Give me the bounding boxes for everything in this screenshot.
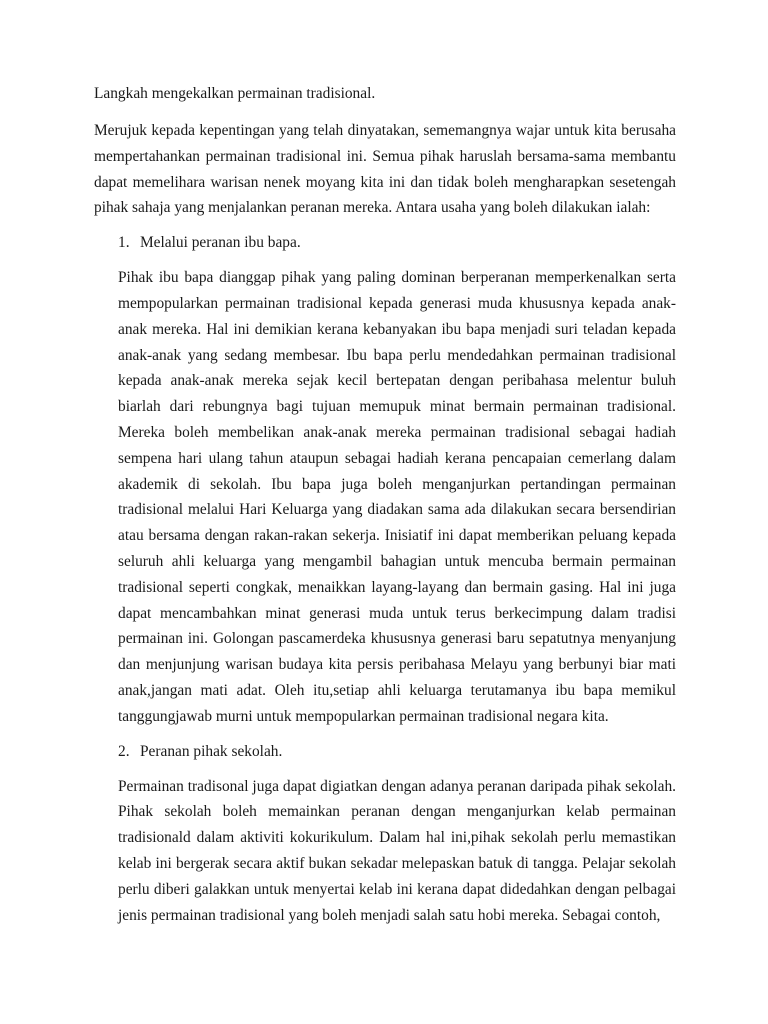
document-title: Langkah mengekalkan permainan tradisional. [94,85,376,102]
section-title-1: Melalui peranan ibu bapa. [140,234,301,252]
section-body-2: Permainan tradisonal juga dapat digiatkan dengan adanya peranan daripada pihak sekolah. Pihak sekolah boleh memainkan peranan dengan menganjurkan kelab permainan tradisionald dalam aktiviti kokurikulum. Dalam hal ini,pihak sekolah perlu memastikan kelab ini bergerak secara aktif bukan sekadar melepaskan batuk di tangga. Pelajar sekolah perlu diberi galakkan untuk menyertai kelab ini kerana dapat didedahkan dengan pelbagai jenis permainan tradisional yang boleh menjadi salah satu hobi mereka. Sebagai contoh, [118,777,676,924]
section-body-1: Pihak ibu bapa dianggap pihak yang paling dominan berperanan memperkenalkan serta mempopularkan permainan tradisional kepada generasi muda khususnya kepada anak-anak mereka. Hal ini demikian kerana kebanyakan ibu bapa menjadi suri teladan kepada anak-anak yang sedang membesar. Ibu bapa perlu mendedahkan permainan tradisional kepada anak-anak mereka sejak kecil bertepatan dengan peribahasa melentur buluh biarlah dari rebungnya bagi tujuan memupuk minat bermain permainan tradisional. Mereka boleh membelikan anak-anak mereka permainan tradisional sebagai hadiah sempena hari ulang tahun ataupun sebagai hadiah kerana pencapaian cemerlang dalam akademik di sekolah. Ibu bapa juga boleh menganjurkan pertandingan permainan tradisional melalui Hari Keluarga yang diadakan sama ada dilakukan secara bersendirian atau bersama dengan rakan-rakan sekerja. Inisiatif ini dapat memberikan peluang kepada seluruh ahli keluarga yang mengambil bahagian untuk mencuba bermain permainan tradisional seperti congkak, menaikkan layang-layang dan bermain gasing. Hal ini juga dapat mencambahkan minat generasi muda untuk terus berkecimpung dalam tradisi permainan ini. Golongan pascamerdeka khususnya generasi baru sepatutnya menyanjung dan menjunjung warisan budaya kita persis peribahasa Melayu yang berbunyi biar mati anak,jangan mati adat. Oleh itu,setiap ahli keluarga terutamanya ibu bapa memikul tanggungjawab murni untuk mempopularkan permainan tradisional negara kita. [118,269,676,725]
section-heading-1 [118,233,676,253]
section-number-1: 1. [118,234,130,252]
section-number-2: 2. [118,742,130,760]
section-title-2: Peranan pihak sekolah. [140,742,283,760]
intro-paragraph: Merujuk kepada kepentingan yang telah dinyatakan, sememangnya wajar untuk kita berusaha mempertahankan permainan tradisional ini. Semua pihak haruslah bersama-sama membantu dapat memelihara warisan nenek moyang kita ini dan tidak boleh mengharapkan sesetengah pihak sahaja yang menjalankan peranan mereka. Antara usaha yang boleh dilakukan ialah: [94,122,676,217]
section-heading-2 [118,742,676,762]
